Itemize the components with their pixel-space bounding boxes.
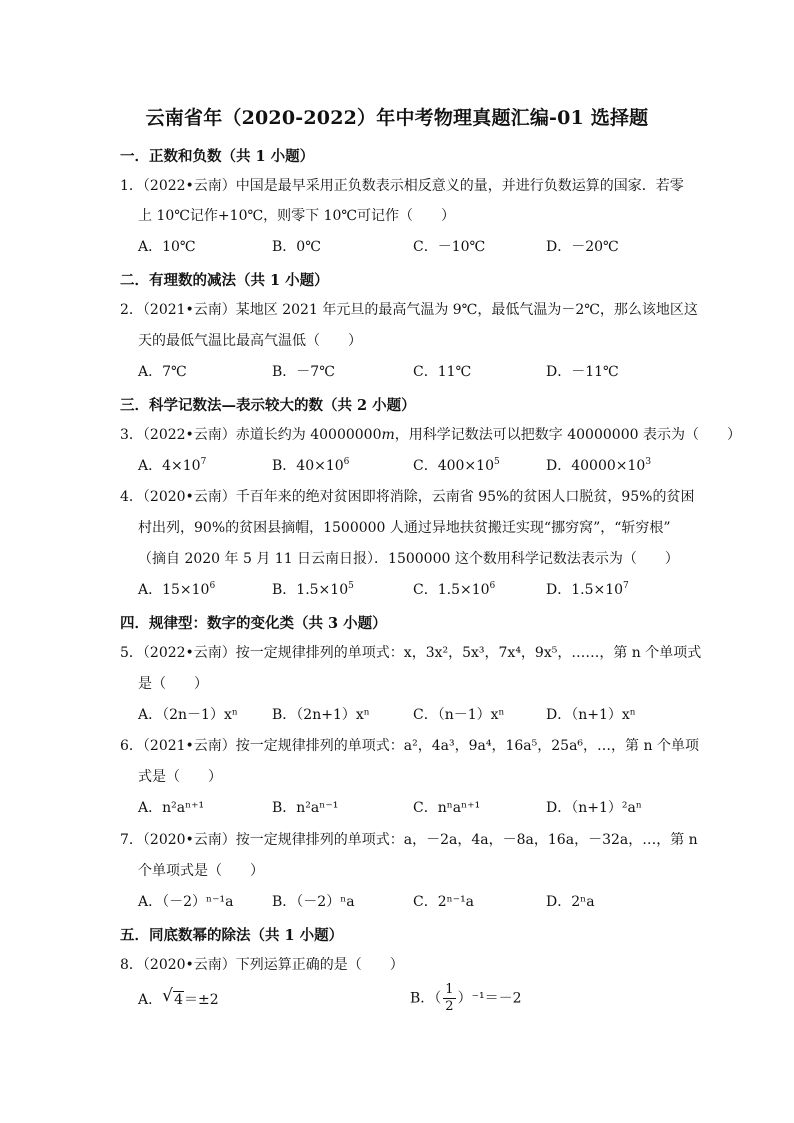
option-a-base: A．15×10 xyxy=(138,582,210,598)
option-a[interactable]: A．10℃ xyxy=(138,239,196,255)
question-5-options xyxy=(138,705,698,725)
option-d-base: D．1.5×10 xyxy=(546,582,624,598)
section-heading-5: 五．同底数幂的除法（共 1 小题） xyxy=(120,927,344,944)
option-d-base: D．40000×10 xyxy=(546,458,646,474)
option-a[interactable] xyxy=(138,986,219,1010)
option-a-rest: ＝±2 xyxy=(184,992,219,1008)
option-c-base: C．1.5×10 xyxy=(413,582,490,598)
question-3-text-post: ，用科学记数法可以把数字 40000000 表示为（ ） xyxy=(394,427,741,443)
fraction xyxy=(443,982,455,1015)
question-5-terms: x，3x²，5x³，7x⁴，9x⁵，……，第 n 个单项式 xyxy=(403,645,702,661)
option-b[interactable]: B．－7℃ xyxy=(272,364,335,380)
option-c-exponent: 6 xyxy=(489,581,496,591)
option-a[interactable]: A．7℃ xyxy=(138,364,187,380)
option-b-base: B．1.5×10 xyxy=(272,582,349,598)
option-b[interactable]: B．n²aⁿ⁻¹ xyxy=(272,800,339,816)
fraction-numerator: 1 xyxy=(445,982,454,997)
question-7-line-2: 个单项式是（ ） xyxy=(138,863,264,879)
option-d[interactable] xyxy=(546,580,629,600)
question-7-text-pre: 7．（2020•云南）按一定规律排列的单项式： xyxy=(120,832,404,848)
question-5-line-1 xyxy=(120,643,701,663)
section-heading-2: 二．有理数的减法（共 1 小题） xyxy=(120,272,329,289)
question-3-options xyxy=(138,456,698,476)
option-b-rest: ）⁻¹＝－2 xyxy=(457,990,522,1007)
option-a[interactable]: A．（－2）ⁿ⁻¹a xyxy=(138,894,234,910)
fraction-denominator: 2 xyxy=(445,999,454,1014)
question-8-options xyxy=(138,982,698,1020)
question-4-line-3: （摘自 2020 年 5 月 11 日云南日报）．1500000 这个数用科学记数法表示为（ ） xyxy=(138,551,679,567)
question-2-line-2: 天的最低气温比最高气温低（ ） xyxy=(138,333,362,349)
option-c[interactable]: C．（n－1）xⁿ xyxy=(413,707,505,723)
question-3-unit: m xyxy=(381,427,395,443)
question-7-terms: a，－2a，4a，－8a，16a，－32a，…，第 n xyxy=(403,832,698,848)
option-d-exponent: 7 xyxy=(623,581,629,591)
option-c[interactable]: C．nⁿaⁿ⁺¹ xyxy=(413,800,481,816)
question-4-line-2: 村出列，90%的贫困县摘帽，1500000 人通过异地扶贫搬迁实现“挪穷窝”，“斩穷根” xyxy=(138,520,671,536)
question-8-line-1: 8．（2020•云南）下列运算正确的是（ ） xyxy=(120,957,404,973)
radical-sign-icon: √ xyxy=(162,986,173,1006)
option-a-exponent: 6 xyxy=(209,581,216,591)
option-b-base: B．40×10 xyxy=(272,458,344,474)
question-6-line-2: 式是（ ） xyxy=(138,769,222,785)
option-c-exponent: 5 xyxy=(493,457,500,467)
question-6-line-1 xyxy=(120,736,699,756)
option-a[interactable]: A．（2n－1）xⁿ xyxy=(138,707,238,723)
option-d[interactable]: D．（n+1）²aⁿ xyxy=(546,800,642,816)
option-b[interactable]: B．0℃ xyxy=(272,239,321,255)
option-a-exponent: 7 xyxy=(200,457,207,467)
option-c[interactable] xyxy=(413,580,495,600)
question-1-line-2: 上 10℃记作+10℃，则零下 10℃可记作（ ） xyxy=(138,208,456,224)
question-2-line-1: 2．（2021•云南）某地区 2021 年元旦的最高气温为 9℃，最低气温为－2℃，那么该地区这 xyxy=(120,302,698,318)
question-1-line-1: 1．（2022•云南）中国是最早采用正负数表示相反意义的量，并进行负数运算的国家．若零 xyxy=(120,178,684,194)
option-b[interactable]: B．（2n+1）xⁿ xyxy=(272,707,370,723)
question-6-options xyxy=(138,798,698,818)
question-4-line-1: 4．（2020•云南）千百年来的绝对贫困即将消除，云南省 95%的贫困人口脱贫，95%的贫困 xyxy=(120,489,695,505)
option-d[interactable]: D．2ⁿa xyxy=(546,894,595,910)
question-5-line-2: 是（ ） xyxy=(138,676,208,692)
option-c[interactable]: C．2ⁿ⁻¹a xyxy=(413,894,475,910)
option-c[interactable]: C．11℃ xyxy=(413,364,472,380)
option-a[interactable] xyxy=(138,580,215,600)
option-b-label: B．（ xyxy=(410,990,442,1007)
option-b[interactable] xyxy=(272,456,349,476)
question-6-terms: a²，4a³，9a⁴，16a⁵，25a⁶，…，第 n 个单项 xyxy=(403,738,699,754)
option-a-label: A． xyxy=(138,992,163,1008)
option-a[interactable]: A．n²aⁿ⁺¹ xyxy=(138,800,205,816)
section-heading-3: 三．科学记数法—表示较大的数（共 2 小题） xyxy=(120,397,416,414)
question-3-line-1 xyxy=(120,425,741,445)
option-c[interactable] xyxy=(413,456,500,476)
option-c-base: C．400×10 xyxy=(413,458,494,474)
section-heading-4: 四．规律型：数字的变化类（共 3 小题） xyxy=(120,615,387,632)
question-7-line-1 xyxy=(120,830,698,850)
option-a[interactable] xyxy=(138,456,206,476)
question-1-options xyxy=(138,237,698,257)
section-heading-1: 一．正数和负数（共 1 小题） xyxy=(120,148,315,165)
question-5-text-pre: 5．（2022•云南）按一定规律排列的单项式： xyxy=(120,645,404,661)
page-title: 云南省年（2020-2022）年中考物理真题汇编-01 选择题 xyxy=(145,107,649,129)
option-b-exponent: 5 xyxy=(348,581,354,591)
option-d[interactable]: D．－11℃ xyxy=(546,364,619,380)
option-d[interactable]: D．（n+1）xⁿ xyxy=(546,707,636,723)
question-3-text-pre: 3．（2022•云南）赤道长约为 40000000 xyxy=(120,427,382,443)
option-d-exponent: 3 xyxy=(645,457,652,467)
option-b[interactable]: B．（－2）ⁿa xyxy=(272,894,355,910)
option-b[interactable] xyxy=(272,580,354,600)
option-b-exponent: 6 xyxy=(343,457,350,467)
question-6-text-pre: 6．（2021•云南）按一定规律排列的单项式： xyxy=(120,738,404,754)
question-2-options xyxy=(138,362,698,382)
question-7-options xyxy=(138,892,698,912)
radicand: 4 xyxy=(174,992,184,1008)
sqrt-expression xyxy=(162,986,184,1010)
question-4-options xyxy=(138,580,698,600)
option-c[interactable]: C．－10℃ xyxy=(413,239,486,255)
option-d[interactable] xyxy=(546,456,651,476)
option-a-base: A．4×10 xyxy=(138,458,201,474)
option-b[interactable] xyxy=(410,982,522,1015)
option-d[interactable]: D．－20℃ xyxy=(546,239,619,255)
